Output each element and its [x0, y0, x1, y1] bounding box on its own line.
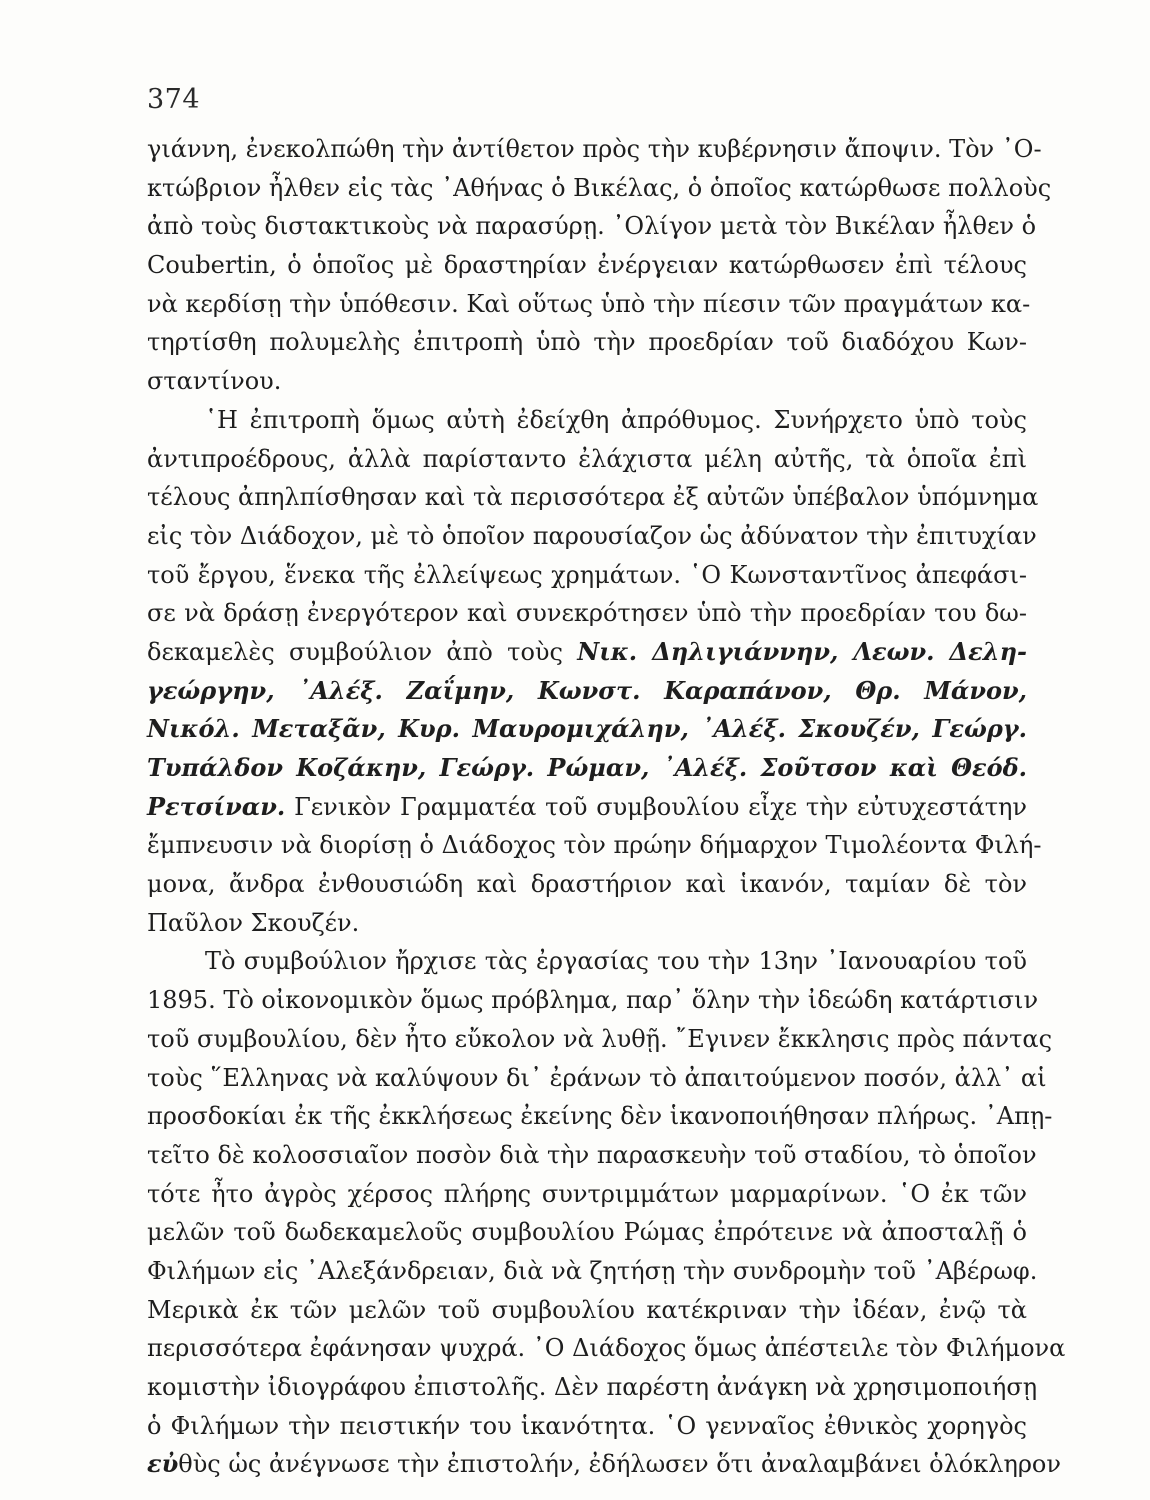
- bold-name-text: Ρετσίναν.: [147, 791, 286, 821]
- text-line: [147, 1059, 1047, 1098]
- text-line: [147, 362, 1027, 401]
- text-line: [147, 1368, 1038, 1407]
- line-text: τηρτίσθη πολυμελὴς ἐπιτροπὴ ὑπὸ τὴν προεδρίαν τοῦ διαδόχου Κων-: [147, 328, 1027, 357]
- text-line: [147, 323, 1027, 362]
- line-text: τότε ἦτο ἀγρὸς χέρσος πλήρης συντριμμάτων μαρμαρίνων. ῾Ο ἐκ τῶν: [147, 1179, 1027, 1208]
- line-text: τοῦ συμβουλίου, δὲν ἦτο εὔκολον νὰ λυθῇ. ῎Εγινεν ἔκκλησις πρὸς πάντας: [147, 1024, 1053, 1053]
- line-text: ὁ Φιλήμων τὴν πειστικήν του ἱκανότητα. ῾Ο γενναῖος ἐθνικὸς χορηγὸς: [147, 1411, 1027, 1440]
- text-line: [147, 1175, 1027, 1214]
- line-text: Μερικὰ ἐκ τῶν μελῶν τοῦ συμβουλίου κατέκριναν τὴν ἰδέαν, ἐνῷ τὰ: [147, 1295, 1027, 1324]
- text-line: [147, 633, 1027, 672]
- line-text: Παῦλον Σκουζέν.: [147, 908, 360, 937]
- line-text: νὰ κερδίσῃ τὴν ὑπόθεσιν. Καὶ οὕτως ὑπὸ τὴν πίεσιν τῶν πραγμάτων κα-: [147, 289, 1031, 318]
- line-text: θὺς ὡς ἀνέγνωσε τὴν ἐπιστολήν, ἐδήλωσεν ὅτι ἀναλαμβάνει ὁλόκληρον: [178, 1450, 1061, 1479]
- bold-text: εὐ: [147, 1449, 179, 1479]
- line-text: ῾Η ἐπιτροπὴ ὅμως αὐτὴ ἐδείχθη ἀπρόθυμος. Συνήρχετο ὑπὸ τοὺς: [205, 405, 1027, 434]
- line-text: τοῦ ἔργου, ἕνεκα τῆς ἐλλείψεως χρημάτων. ῾Ο Κωνσταντῖνος ἀπεφάσι-: [147, 560, 1027, 589]
- line-text: Φιλήμων εἰς ᾿Αλεξάνδρειαν, διὰ νὰ ζητήσῃ τὴν συνδρομὴν τοῦ ᾿Αβέρωφ.: [147, 1256, 1038, 1285]
- line-text: εἰς τὸν Διάδοχον, μὲ τὸ ὁποῖον παρουσίαζον ὡς ἀδύνατον τὴν ἐπιτυχίαν: [147, 521, 1037, 550]
- line-text: κομιστὴν ἰδιογράφου ἐπιστολῆς. Δὲν παρέστη ἀνάγκη νὰ χρησιμοποιήσῃ: [147, 1373, 1038, 1401]
- line-text: Γενικὸν Γραμματέα τοῦ συμβουλίου εἶχε τὴν εὐτυχεστάτην: [285, 792, 1027, 821]
- page-number: 374: [147, 84, 201, 115]
- text-line: [147, 710, 1027, 749]
- text-line: [147, 517, 1037, 556]
- text-line: [147, 1213, 1027, 1252]
- line-text: μελῶν τοῦ δωδεκαμελοῦς συμβουλίου Ρώμας ἐπρότεινε νὰ ἀποσταλῇ ὁ: [147, 1218, 1027, 1247]
- line-text: Coubertin, ὁ ὁποῖος μὲ δραστηρίαν ἐνέργειαν κατώρθωσεν ἐπὶ τέλους: [147, 251, 1027, 280]
- line-text: περισσότερα ἐφάνησαν ψυχρά. ᾿Ο Διάδοχος ὅμως ἀπέστειλε τὸν Φιλήμονα: [147, 1334, 1066, 1363]
- text-line: [147, 942, 1027, 981]
- text-line: [147, 826, 1042, 865]
- text-line: [147, 672, 1027, 711]
- bold-name-text: γεώργην, ᾿Αλέξ. Ζαΐμην, Κωνστ. Καραπάνον, Θρ. Μάνον,: [147, 675, 1027, 705]
- text-line: [147, 788, 1027, 827]
- text-line: [147, 1407, 1027, 1446]
- text-line: [147, 1252, 1038, 1291]
- line-text: σε νὰ δράσῃ ἐνεργότερον καὶ συνεκρότησεν ὑπὸ τὴν προεδρίαν του δω-: [147, 599, 1027, 628]
- text-line: [147, 904, 1027, 943]
- text-line: [147, 1136, 1037, 1175]
- line-text: τέλους ἀπηλπίσθησαν καὶ τὰ περισσότερα ἐξ αὐτῶν ὑπέβαλον ὑπόμνημα: [147, 483, 1039, 512]
- line-text: προσδοκίαι ἐκ τῆς ἐκκλήσεως ἐκείνης δὲν ἱκανοποιήθησαν πλήρως. ᾿Απῃ-: [147, 1102, 1053, 1131]
- text-line: [147, 981, 1039, 1020]
- text-line: [147, 1097, 1053, 1136]
- text-line: [147, 401, 1027, 440]
- text-line: [147, 865, 1027, 904]
- text-line: [147, 169, 1052, 208]
- text-line: [147, 440, 1027, 479]
- line-text: ἀντιπροέδρους, ἀλλὰ παρίσταντο ἐλάχιστα μέλη αὐτῆς, τὰ ὁποῖα ἐπὶ: [147, 444, 1027, 473]
- text-line: [147, 478, 1039, 517]
- line-text: κτώβριον ἦλθεν εἰς τὰς ᾿Αθήνας ὁ Βικέλας, ὁ ὁποῖος κατώρθωσε πολλοὺς: [147, 173, 1052, 202]
- text-line: [147, 749, 1027, 788]
- bold-name-text: Νικόλ. Μεταξᾶν, Κυρ. Μαυρομιχάλην, ᾿Αλέξ. Σκουζέν, Γεώργ.: [147, 714, 1027, 744]
- text-line: [147, 246, 1027, 285]
- line-text: 1895. Τὸ οἰκονομικὸν ὅμως πρόβλημα, παρ᾿ ὅλην τὴν ἰδεώδη κατάρτισιν: [147, 986, 1039, 1015]
- text-line: [147, 285, 1031, 324]
- line-text: μονα, ἄνδρα ἐνθουσιώδη καὶ δραστήριον καὶ ἱκανόν, ταμίαν δὲ τὸν: [147, 870, 1027, 899]
- line-text: δεκαμελὲς συμβούλιον ἀπὸ τοὺς: [147, 637, 578, 666]
- body-text: [147, 130, 1066, 1484]
- bold-name-text: Τυπάλδον Κοζάκην, Γεώργ. Ρώμαν, ᾿Αλέξ. Σοῦτσον καὶ Θεόδ.: [147, 753, 1027, 782]
- line-text: τεῖτο δὲ κολοσσιαῖον ποσὸν διὰ τὴν παρασκευὴν τοῦ σταδίου, τὸ ὁποῖον: [147, 1140, 1037, 1169]
- text-line: [147, 207, 1037, 246]
- text-line: [147, 1445, 1061, 1484]
- line-text: Τὸ συμβούλιον ἤρχισε τὰς ἐργασίας του τὴν 13ην ᾿Ιανουαρίου τοῦ: [205, 947, 1027, 976]
- text-line: [147, 556, 1027, 595]
- line-text: τοὺς ῞Ελληνας νὰ καλύψουν δι᾿ ἐράνων τὸ ἀπαιτούμενον ποσόν, ἀλλ᾿ αἱ: [147, 1063, 1047, 1092]
- line-text: ἀπὸ τοὺς διστακτικοὺς νὰ παρασύρῃ. ᾿Ολίγον μετὰ τὸν Βικέλαν ἦλθεν ὁ: [147, 212, 1037, 241]
- text-line: [147, 1329, 1066, 1368]
- text-line: [147, 130, 1042, 169]
- line-text: ἔμπνευσιν νὰ διορίσῃ ὁ Διάδοχος τὸν πρώην δήμαρχον Τιμολέοντα Φιλή-: [147, 831, 1042, 860]
- text-line: [147, 594, 1027, 633]
- bold-name-text: Νικ. Δηλιγιάννην, Λεων. Δελη-: [577, 636, 1027, 666]
- text-line: [147, 1020, 1053, 1059]
- line-text: γιάννη, ἐνεκολπώθη τὴν ἀντίθετον πρὸς τὴν κυβέρνησιν ἄποψιν. Τὸν ᾿Ο-: [147, 135, 1042, 163]
- line-text: σταντίνου.: [147, 367, 282, 396]
- text-line: [147, 1291, 1027, 1330]
